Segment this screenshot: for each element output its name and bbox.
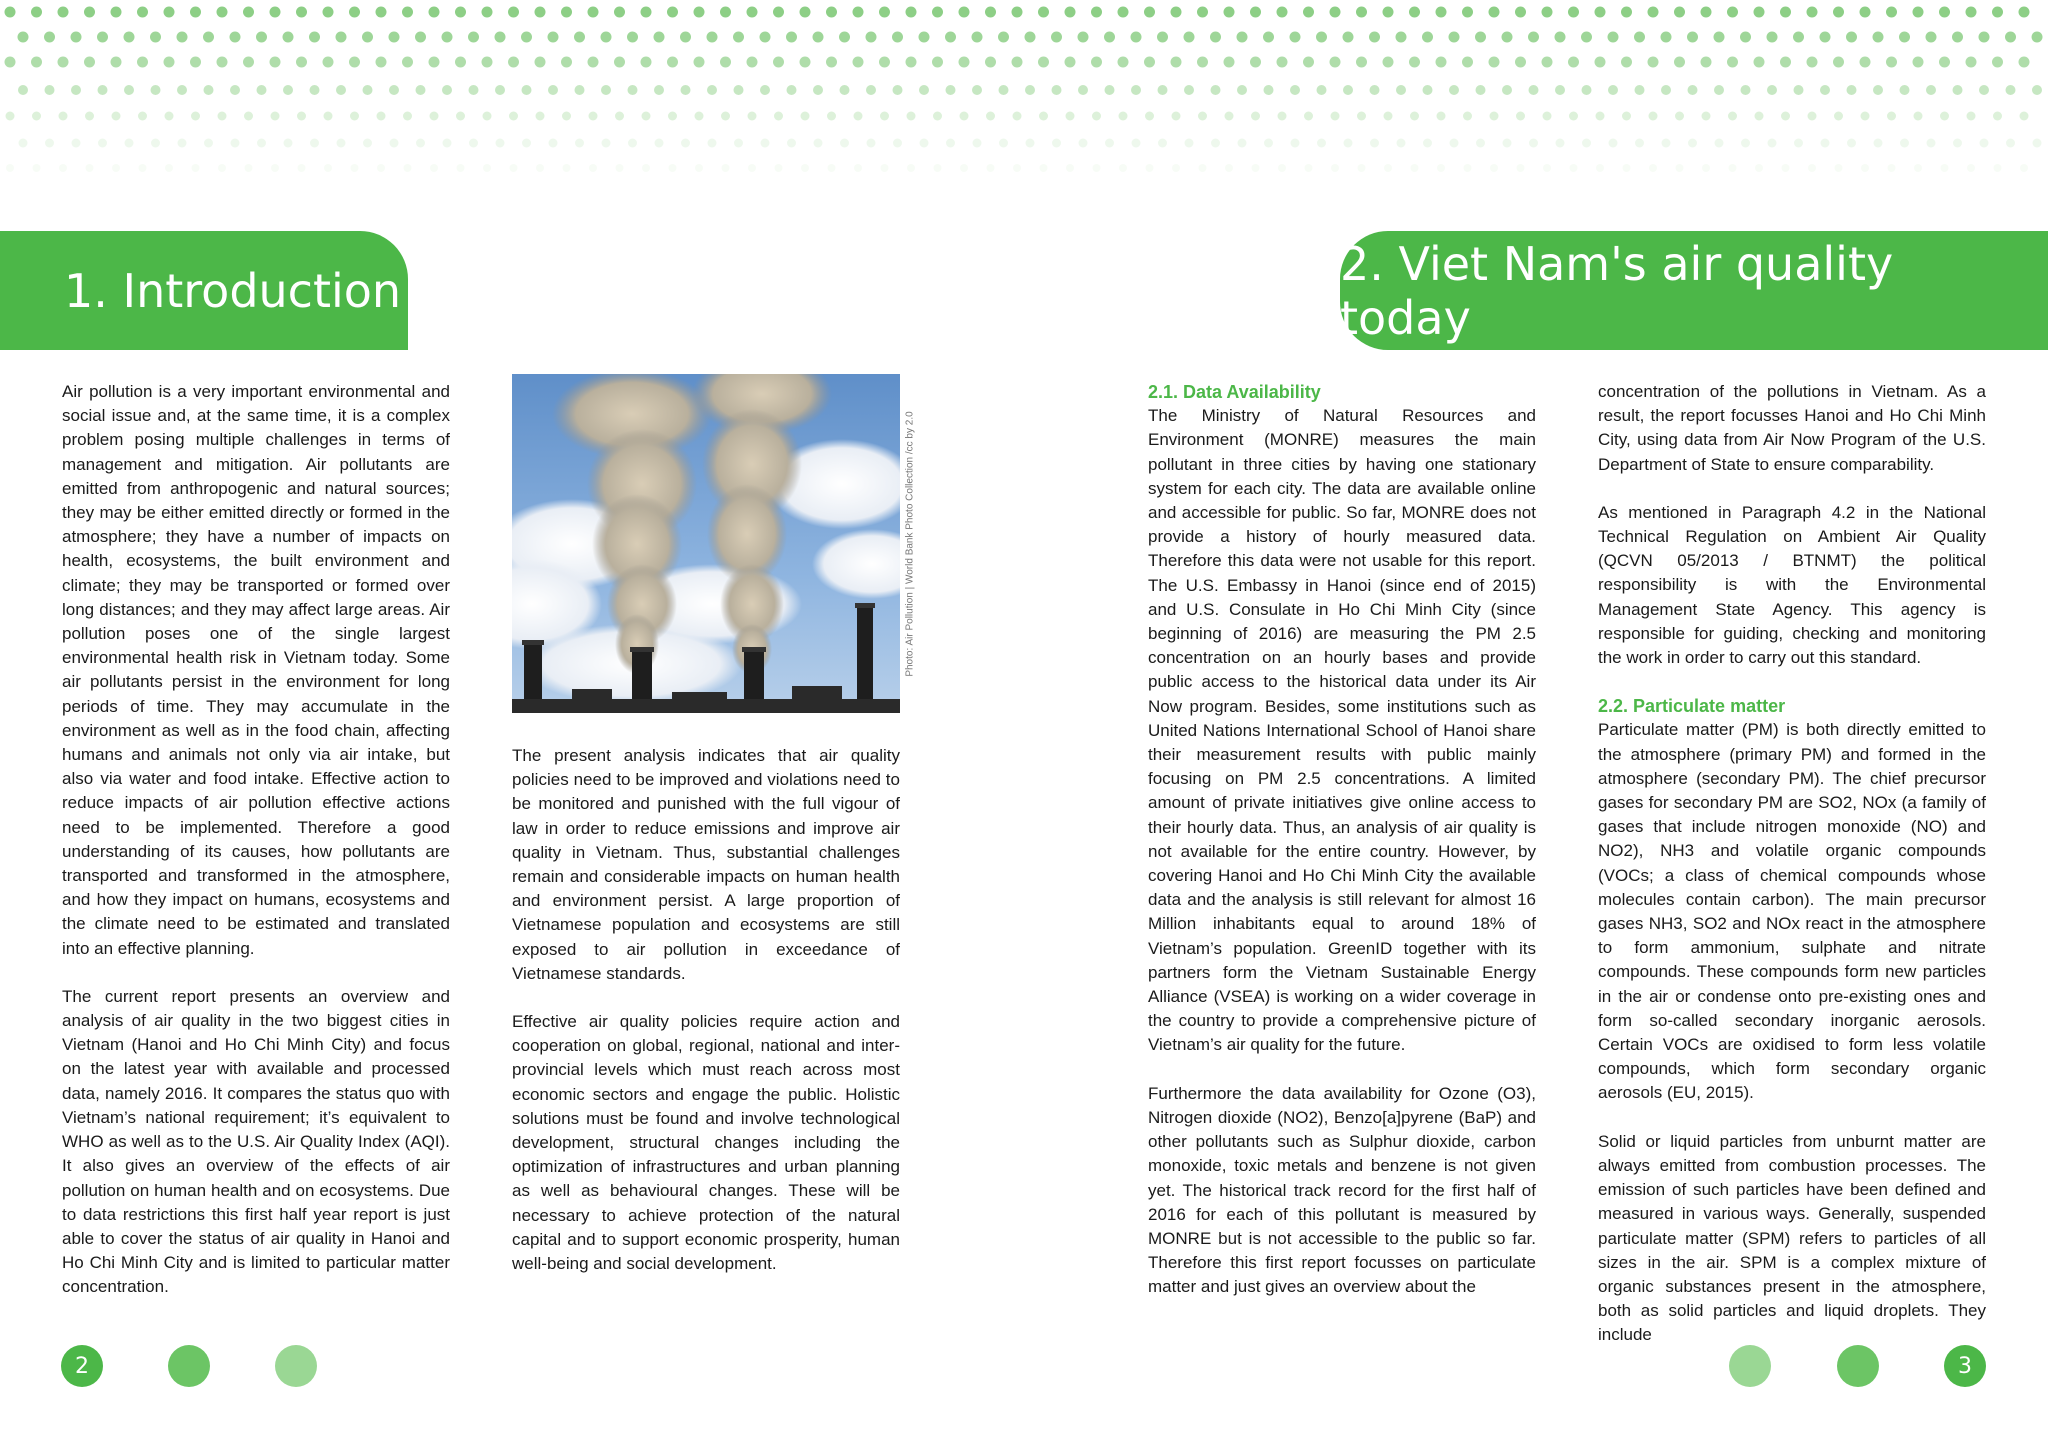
section-title-air-quality: 2. Viet Nam's air quality today (1340, 236, 1894, 345)
photo-credit-text: Photo: Air Pollution | World Bank Photo Collection /cc by 2.0 (904, 410, 916, 677)
subsection-heading-particulate-matter: 2.2. Particulate matter (1598, 696, 1786, 717)
paragraph: The Ministry of Natural Resources and Environment (MONRE) measures the main pollutant in three cities by having one stationary system for each city. The data are available online and accessible for public. So far, MONRE does not provide a history of hourly measured data. Therefore this data were not usable for this report. The U.S. Embassy in Hanoi (since end of 2015) and U.S. Consulate in Ho Chi Minh City (since beginning of 2016) are measuring the PM 2.5 concentration on an hourly bases and provide public access to the historical data under its Air Now program. Besides, some institutions such as United Nations International School of Hanoi share their measurement results with public mainly focusing on PM 2.5 concentrations. A limited amount of private initiatives give online access to their hourly data. Thus, an analysis of air quality is not available for the entire country. However, by covering Hanoi and Ho Chi Minh City the available data and the analysis is still relevant for almost 16 Million inhabitants equal to around 18% of Vietnam’s population. GreenID together with its partners form the Vietnam Sustainable Energy Alliance (VSEA) is working on a wider coverage in the country to provide a comprehensive picture of Vietnam’s air quality for the future. (1148, 406, 1536, 1055)
section-banner-air-quality (1340, 231, 2048, 350)
decorative-circle (1837, 1345, 1879, 1387)
paragraph: Furthermore the data availability for Ozone (O3), Nitrogen dioxide (NO2), Benzo[a]pyrene (BaP) and other pollutants such as Sulphur dioxide, carbon monoxide, toxic metals and benzene is not given yet. The historical track record for the first half of 2016 for each of this pollutant is measured by MONRE but is not accessible to the public so far. Therefore this first report focusses on particulate matter and just gives an overview about the (1148, 1083, 1536, 1297)
paragraph: Air pollution is a very important environmental and social issue and, at the same time, it is a complex problem posing multiple challenges in terms of management and mitigation. Air pollutants are emitted from anthropogenic and natural sources; they may be either emitted directly or formed in the atmosphere; they have a number of impacts on health, ecosystems, the built environment and climate; they may be transported or formed over long distances; and they may affect large areas. Air pollution poses one of the single largest environmental health risk in Vietnam today. Some air pollutants persist in the environment for long periods of time. They may accumulate in the environment as well as in the food chain, affecting humans and animals not only via air intake, but also via water and food intake. Effective action to reduce impacts of air pollution effective actions need to be implemented. Therefore a good understanding of its causes, how pollutants are transported and transformed in the atmosphere, and how they impact on humans, ecosystems and the climate need to be estimated and translated into an effective planning. (62, 382, 450, 958)
smokestacks-image (512, 374, 900, 713)
text-column-3 (1148, 380, 1536, 1324)
paragraph: The present analysis indicates that air quality policies need to be improved and violations need to be monitored and punished with the full vigour of law in order to reduce emissions and improve air quality in Vietnam. Thus, substantial challenges remain and considerable impacts on human health and environment persist. A large proportion of Vietnamese population and ecosystems are still exposed to air pollution in exceedance of Vietnamese standards. (512, 746, 900, 983)
decorative-circle (1729, 1345, 1771, 1387)
text-column-4 (1598, 380, 1986, 1372)
section-title-introduction: 1. Introduction (64, 263, 402, 318)
paragraph: As mentioned in Paragraph 4.2 in the National Technical Regulation on Ambient Air Quality (QCVN 05/2013 / BTNMT) the political responsibility is with the Environmental Management State Agency. This agency is responsible for guiding, checking and monitoring the work in order to carry out this standard. (1598, 502, 1986, 668)
decorative-circle (168, 1345, 210, 1387)
smokestacks-photo (512, 374, 900, 713)
page-number-left: 2 (75, 1353, 89, 1379)
section-banner-introduction (0, 231, 408, 350)
dot-pattern-decoration (0, 0, 2048, 180)
page-number-right: 3 (1958, 1353, 1972, 1379)
paragraph: Particulate matter (PM) is both directly emitted to the atmosphere (primary PM) and formed in the atmosphere (secondary PM). The chief precursor gases for secondary PM are SO2, NOx (a family of gases that include nitrogen monoxide (NO) and NO2), NH3 and volatile organic compounds (VOCs; a class of chemical compounds whose molecules contain carbon). The main precursor gases NH3, SO2 and NOx react in the atmosphere to form ammonium, sulphate and nitrate compounds. These compounds form new particles in the air or condense onto pre-existing ones and form so-called secondary inorganic aerosols. Certain VOCs are oxidised to form less volatile compounds, which form secondary organic aerosols (EU, 2015). (1598, 720, 1986, 1103)
decorative-circle (275, 1345, 317, 1387)
paragraph: Solid or liquid particles from unburnt matter are always emitted from combustion processes. The emission of such particles have been defined and measured in various ways. Generally, suspended particulate matter (SPM) refers to particles of all sizes in the air. SPM is a complex mixture of organic substances present in the atmosphere, both as solid particles and liquid droplets. They include (1598, 1131, 1986, 1345)
paragraph: The current report presents an overview and analysis of air quality in the two biggest cities in Vietnam (Hanoi and Ho Chi Minh City) and focus on the latest year with available and processed data, namely 2016. It compares the status quo with Vietnam’s national requirement; it’s equivalent to WHO as well as to the U.S. Air Quality Index (AQI). It also gives an overview of the effects of air pollution on human health and on ecosystems. Due to data restrictions this first half year report is just able to cover the status of air quality in Hanoi and Ho Chi Minh City and is limited to particular matter concentration. (62, 986, 450, 1297)
text-column-2 (512, 744, 900, 1300)
page-number-badge-left (61, 1345, 103, 1387)
photo-credit (900, 374, 920, 713)
subsection-heading-data-availability: 2.1. Data Availability (1148, 382, 1321, 402)
page-number-badge-right (1944, 1345, 1986, 1387)
paragraph: concentration of the pollutions in Vietnam. As a result, the report focusses Hanoi and Ho Chi Minh City, using data from Air Now Program of the U.S. Department of State to ensure comparability. (1598, 382, 1986, 474)
text-column-1 (62, 380, 450, 1324)
paragraph: Effective air quality policies require action and cooperation on global, regional, national and inter-provincial levels which must reach across most economic sectors and engage the public. Holistic solutions must be found and involve technological development, structural changes including the optimization of infrastructures and urban planning as well as behavioural changes. These will be necessary to achieve protection of the natural capital and to support economic prosperity, human well-being and social development. (512, 1012, 900, 1274)
